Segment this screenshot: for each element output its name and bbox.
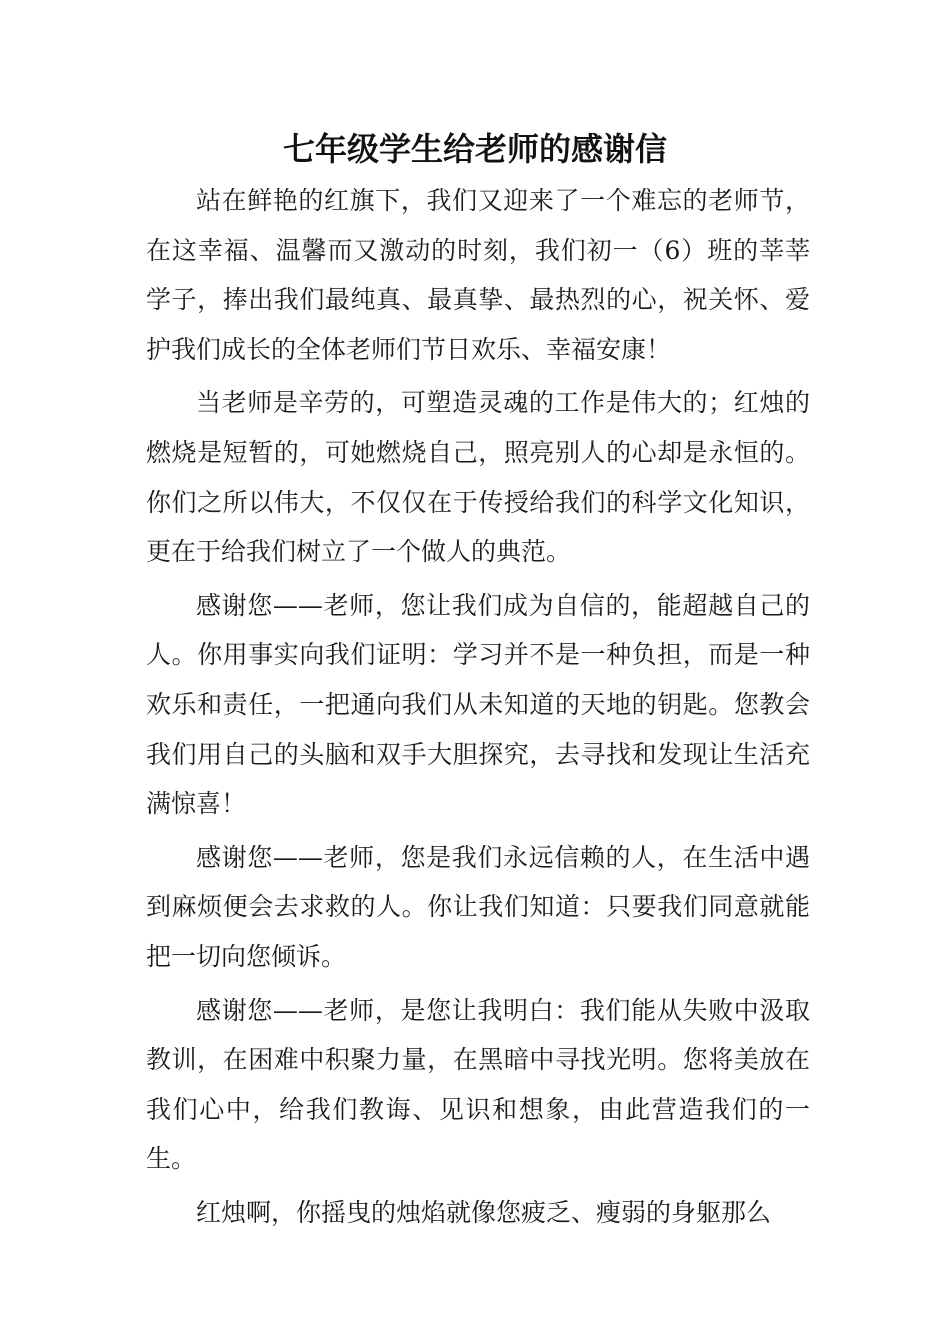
- paragraph-2: 当老师是辛劳的，可塑造灵魂的工作是伟大的；红烛的燃烧是短暂的，可她燃烧自己，照亮别人的心却是永恒的。你们之所以伟大，不仅仅在于传授给我们的科学文化知识，更在于给我们树立了一个做人的典范。: [146, 388, 810, 567]
- paragraph-6: 红烛啊，你摇曳的烛焰就像您疲乏、瘦弱的身躯那么: [196, 1197, 772, 1227]
- paragraph-1: 站在鲜艳的红旗下，我们又迎来了一个难忘的老师节，在这幸福、温馨而又激动的时刻，我们初一（6）班的莘莘学子，捧出我们最纯真、最真挚、最热烈的心，祝关怀、爱护我们成长的全体老师们节日欢乐、幸福安康！: [146, 186, 810, 364]
- document-body: [146, 176, 810, 1241]
- paragraph-4: 感谢您——老师，您是我们永远信赖的人，在生活中遇到麻烦便会去求救的人。你让我们知道：只要我们同意就能把一切向您倾诉。: [146, 842, 810, 971]
- paragraph-5: 感谢您——老师，是您让我明白：我们能从失败中汲取教训，在困难中积聚力量，在黑暗中寻找光明。您将美放在我们心中，给我们教诲、见识和想象，由此营造我们的一生。: [146, 995, 810, 1174]
- document-title: 七年级学生给老师的感谢信: [282, 130, 667, 168]
- paragraph-3: 感谢您——老师，您让我们成为自信的，能超越自己的人。你用事实向我们证明：学习并不是一种负担，而是一种欢乐和责任，一把通向我们从未知道的天地的钥匙。您教会我们用自己的头脑和双手大胆探究，去寻找和发现让生活充满惊喜！: [146, 590, 810, 819]
